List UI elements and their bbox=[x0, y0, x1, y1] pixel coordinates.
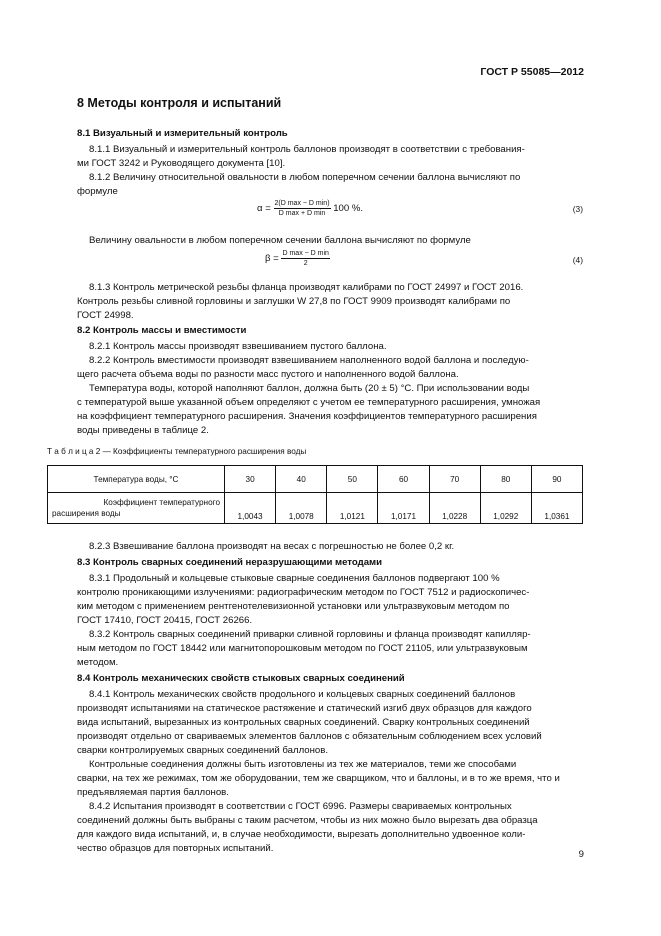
table-2 bbox=[47, 465, 583, 524]
table-cell-temp: 70 bbox=[429, 466, 480, 493]
formula-4-lhs: β = bbox=[265, 253, 279, 265]
paragraph-ovality: Величину овальности в любом поперечном сечении баллона вычисляют по формуле bbox=[89, 235, 471, 246]
table-cell-coef: 1,0292 bbox=[480, 493, 531, 524]
paragraph-8-1-1-line2: ми ГОСТ 3242 и Руководящего документа [10]. bbox=[77, 158, 286, 169]
paragraph-8-4-1-line3: вида испытаний, вырезанных из контрольных сварных соединений. Сварку контрольных соединений bbox=[77, 717, 530, 728]
paragraph-water-temp-line1: Температура воды, которой наполняют баллон, должна быть (20 ± 5) °C. При использовании воды bbox=[89, 383, 530, 394]
paragraph-8-4-1-line4: производят отдельно от свариваемых элементов баллонов с обязательным соблюдением всех условий bbox=[77, 731, 542, 742]
paragraph-8-1-2-line2: формуле bbox=[77, 186, 118, 197]
paragraph-8-3-1-line3: ким методом с применением рентгенотелевизионной установки или ультразвуковым методом по bbox=[77, 601, 510, 612]
formula-3-tail: 100 %. bbox=[333, 203, 364, 215]
paragraph-8-4-2-line1: 8.4.2 Испытания производят в соответствии с ГОСТ 6996. Размеры свариваемых контрольных bbox=[89, 801, 512, 812]
formula-3-denominator: D max + D min bbox=[278, 210, 326, 217]
paragraph-8-4-1-line2: производят испытаниями на статическое растяжение и статический изгиб двух образцов для каждого bbox=[77, 703, 532, 714]
paragraph-8-2-2-line1: 8.2.2 Контроль вместимости производят взвешиванием наполненного водой баллона и последую- bbox=[89, 355, 529, 366]
table-cell-coef: 1,0228 bbox=[429, 493, 480, 524]
table-cell-coef: 1,0121 bbox=[327, 493, 378, 524]
paragraph-8-4-1-line5: сварки контролируемых сварных соединений баллонов. bbox=[77, 745, 329, 756]
paragraph-8-3-2-line2: ным методом по ГОСТ 18442 или магнитопорошковым методом по ГОСТ 21105, или ультразвуковым bbox=[77, 643, 528, 654]
paragraph-8-1-3-line1: 8.1.3 Контроль метрической резьбы фланца производят калибрами по ГОСТ 24997 и ГОСТ 2016. bbox=[89, 282, 524, 293]
table-cell-temp: 30 bbox=[225, 466, 276, 493]
table-head-label: Температура воды, °C bbox=[48, 466, 225, 493]
formula-3-fraction bbox=[274, 200, 331, 217]
table-row-temperatures bbox=[48, 466, 583, 493]
table-cell-temp: 80 bbox=[480, 466, 531, 493]
paragraph-8-3-2-line3: методом. bbox=[77, 657, 119, 668]
table-2-caption: Т а б л и ц а 2 — Коэффициенты температурного расширения воды bbox=[47, 447, 307, 456]
paragraph-8-3-1-line2: контролю проникающими излучениями: радиографическим методом по ГОСТ 7512 и радиоскопичес- bbox=[77, 587, 530, 598]
table-row-label-line1: Коэффициент температурного bbox=[103, 498, 220, 507]
paragraph-8-1-3-line3: ГОСТ 24998. bbox=[77, 310, 134, 321]
formula-4-fraction bbox=[281, 250, 329, 267]
table-row-label bbox=[48, 493, 225, 524]
paragraph-control-joints-line1: Контрольные соединения должны быть изготовлены из тех же материалов, теми же способами bbox=[89, 759, 517, 770]
paragraph-8-3-1-line1: 8.3.1 Продольный и кольцевые стыковые сварные соединения баллонов подвергают 100 % bbox=[89, 573, 500, 584]
paragraph-8-4-1-line1: 8.4.1 Контроль механических свойств продольного и кольцевых сварных соединений баллонов bbox=[89, 689, 516, 700]
paragraph-water-temp-line2: с температурой выше указанной объем определяют с учетом ее температурного расширения, умножая bbox=[77, 397, 541, 408]
paragraph-8-2-1: 8.2.1 Контроль массы производят взвешиванием пустого баллона. bbox=[89, 341, 387, 352]
paragraph-8-4-2-line4: чество образцов для повторных испытаний. bbox=[77, 843, 274, 854]
paragraph-8-3-2-line1: 8.3.2 Контроль сварных соединений приварки сливной горловины и фланца производят капилляр- bbox=[89, 629, 531, 640]
formula-3-number: (3) bbox=[572, 204, 583, 214]
paragraph-control-joints-line3: предъявляемая партия баллонов. bbox=[77, 787, 229, 798]
formula-4-number: (4) bbox=[572, 255, 583, 265]
formula-4-numerator: D max − D min bbox=[282, 250, 329, 257]
paragraph-8-1-3-line2: Контроль резьбы сливной горловины и заглушки W 27,8 по ГОСТ 9909 производят калибрами по bbox=[77, 296, 511, 307]
table-cell-coef: 1,0171 bbox=[378, 493, 429, 524]
paragraph-water-temp-line4: воды приведены в таблице 2. bbox=[77, 425, 209, 436]
subsection-title-8-1: 8.1 Визуальный и измерительный контроль bbox=[77, 128, 288, 139]
table-row-coefficients bbox=[48, 493, 583, 524]
paragraph-8-1-1-line1: 8.1.1 Визуальный и измерительный контроль баллонов производят в соответствии с требования- bbox=[89, 144, 525, 155]
formula-3 bbox=[257, 200, 363, 217]
page-number: 9 bbox=[578, 849, 584, 860]
table-cell-temp: 60 bbox=[378, 466, 429, 493]
table-cell-coef: 1,0078 bbox=[276, 493, 327, 524]
table-cell-temp: 90 bbox=[531, 466, 582, 493]
paragraph-8-4-2-line3: для каждого вида испытаний, и, в случае необходимости, вырезать дополнительно удвоенное коли- bbox=[77, 829, 526, 840]
formula-4-denominator: 2 bbox=[303, 260, 308, 267]
table-cell-temp: 50 bbox=[327, 466, 378, 493]
subsection-title-8-4: 8.4 Контроль механических свойств стыковых сварных соединений bbox=[77, 673, 405, 684]
paragraph-8-3-1-line4: ГОСТ 17410, ГОСТ 20415, ГОСТ 26266. bbox=[77, 615, 253, 626]
standard-designation: ГОСТ Р 55085—2012 bbox=[480, 66, 584, 78]
subsection-title-8-2: 8.2 Контроль массы и вместимости bbox=[77, 325, 247, 336]
paragraph-8-4-2-line2: соединений должны быть выбраны с таким расчетом, чтобы из них можно было вырезать два образца bbox=[77, 815, 538, 826]
paragraph-water-temp-line3: на коэффициент температурного расширения. Значения коэффициентов температурного расширения bbox=[77, 411, 537, 422]
paragraph-8-2-3: 8.2.3 Взвешивание баллона производят на весах с погрешностью не более 0,2 кг. bbox=[89, 541, 455, 552]
paragraph-8-2-2-line2: щего расчета объема воды по разности масс пустого и наполненного водой баллона. bbox=[77, 369, 459, 380]
paragraph-control-joints-line2: сварки, на тех же режимах, том же оборудовании, тем же сварщиком, что и баллоны, и в то же время, что и bbox=[77, 773, 560, 784]
formula-3-lhs: α = bbox=[257, 203, 271, 215]
table-cell-coef: 1,0361 bbox=[531, 493, 582, 524]
table-row-label-line2: расширения воды bbox=[52, 509, 121, 518]
section-title: 8 Методы контроля и испытаний bbox=[77, 96, 282, 110]
formula-4 bbox=[265, 250, 330, 267]
table-cell-coef: 1,0043 bbox=[225, 493, 276, 524]
table-cell-temp: 40 bbox=[276, 466, 327, 493]
subsection-title-8-3: 8.3 Контроль сварных соединений неразрушающими методами bbox=[77, 557, 383, 568]
paragraph-8-1-2-line1: 8.1.2 Величину относительной овальности в любом поперечном сечении баллона вычисляют по bbox=[89, 172, 521, 183]
formula-3-numerator: 2(D max − D min) bbox=[274, 200, 330, 207]
